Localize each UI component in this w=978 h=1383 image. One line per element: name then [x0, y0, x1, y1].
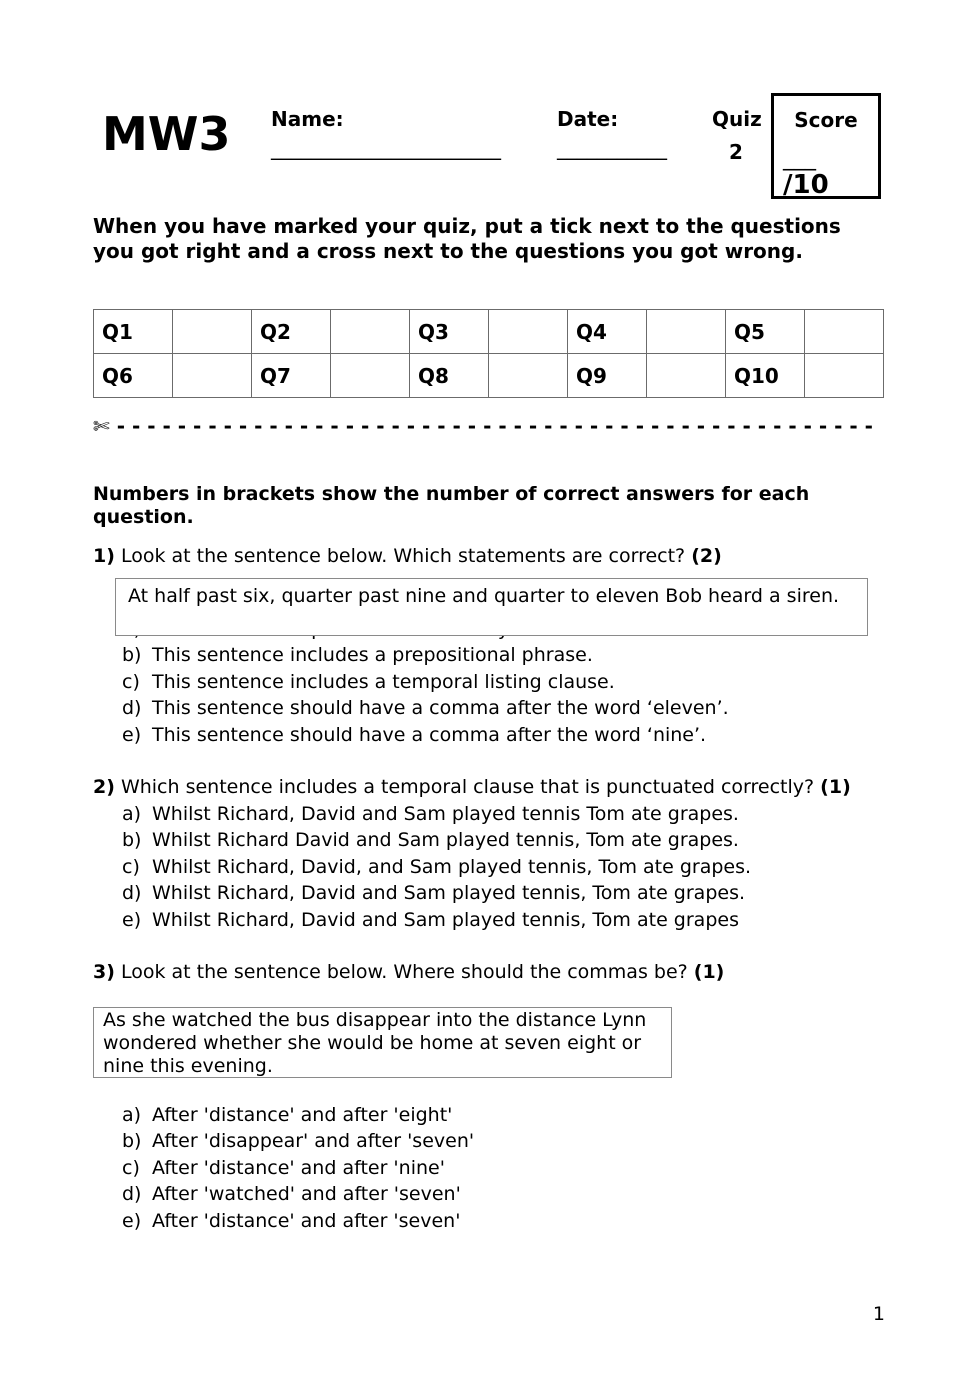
- question-marks: (1): [693, 961, 725, 983]
- option-text: This sentence should have a comma after the word ‘nine’.: [152, 723, 707, 746]
- grid-question-label: Q2: [252, 310, 331, 354]
- question-2: [93, 776, 851, 798]
- option[interactable]: [122, 854, 751, 880]
- tick-grid: [93, 309, 884, 398]
- score-box: [771, 93, 881, 199]
- grid-question-label: Q8: [410, 354, 489, 398]
- option[interactable]: [122, 695, 729, 721]
- score-total: /10: [783, 170, 829, 200]
- option[interactable]: [122, 669, 729, 695]
- option-letter: c): [122, 670, 140, 693]
- option[interactable]: [122, 1181, 474, 1207]
- name-label: Name:: [271, 107, 344, 131]
- question-3: [93, 961, 724, 983]
- question-text: Look at the sentence below. Which statements are correct?: [120, 545, 686, 567]
- question-text: Which sentence includes a temporal clause that is punctuated correctly?: [120, 776, 815, 798]
- option-letter: b): [122, 829, 142, 852]
- option-text: After 'distance' and after 'seven': [152, 1209, 461, 1232]
- instructions: When you have marked your quiz, put a tick next to the questions you got right and a cross next to the questions you got wrong.: [93, 214, 841, 263]
- question-3-sentence-box: As she watched the bus disappear into the distance Lynn wondered whether she would be home at seven eight or nine this evening.: [93, 1007, 672, 1078]
- grid-answer-cell[interactable]: [647, 310, 726, 354]
- option[interactable]: [122, 1102, 474, 1128]
- option[interactable]: [122, 827, 751, 853]
- option-letter: a): [122, 1104, 142, 1126]
- option-letter: e): [122, 908, 142, 931]
- question-number: 2): [93, 776, 115, 798]
- grid-answer-cell[interactable]: [489, 354, 568, 398]
- grid-question-label: Q3: [410, 310, 489, 354]
- option[interactable]: [122, 801, 751, 827]
- option-text: Whilst Richard, David and Sam played tennis, Tom ate grapes: [152, 908, 739, 931]
- page-number: 1: [872, 1303, 885, 1325]
- grid-question-label: Q10: [726, 354, 805, 398]
- question-3-options: [122, 1102, 474, 1234]
- score-label: Score: [794, 108, 858, 132]
- grid-answer-cell[interactable]: [331, 310, 410, 354]
- grid-question-label: Q7: [252, 354, 331, 398]
- question-number: 1): [93, 545, 115, 567]
- grid-answer-cell[interactable]: [805, 310, 884, 354]
- option-text: This sentence includes a temporal listing clause.: [152, 670, 615, 693]
- scissors-icon: ✄: [93, 414, 110, 438]
- option-letter: e): [122, 1209, 142, 1232]
- grid-answer-cell[interactable]: [489, 310, 568, 354]
- cut-line: [93, 414, 883, 438]
- option-letter: c): [122, 1156, 140, 1179]
- option-letter: c): [122, 855, 140, 878]
- grid-answer-cell[interactable]: [173, 310, 252, 354]
- grid-answer-cell[interactable]: [647, 354, 726, 398]
- option-text: After 'watched' and after 'seven': [152, 1183, 461, 1206]
- date-line: ___________: [557, 136, 667, 160]
- option[interactable]: [122, 880, 751, 906]
- option[interactable]: [122, 1155, 474, 1181]
- question-2-options: [122, 801, 751, 933]
- grid-row: [94, 310, 884, 354]
- score-blank: ___: [783, 146, 816, 171]
- option[interactable]: [122, 1208, 474, 1234]
- option-letter: e): [122, 723, 142, 746]
- grid-answer-cell[interactable]: [331, 354, 410, 398]
- question-1-sentence-box: At half past six, quarter past nine and quarter to eleven Bob heard a siren.: [115, 578, 868, 636]
- name-line: _______________________: [271, 136, 501, 160]
- dashed-line: - - - - - - - - - - - - - - - - - - - - - - - - - - - - - - - - - - - - - - - - - - - - - - - - - -: [116, 414, 873, 438]
- option-text: After 'disappear' and after 'seven': [152, 1130, 475, 1153]
- quiz-number: 2: [729, 140, 743, 164]
- option-text: After 'distance' and after 'eight': [152, 1104, 453, 1126]
- option-text: Whilst Richard, David and Sam played tennis, Tom ate grapes.: [152, 882, 746, 905]
- option-text: Whilst Richard, David and Sam played tennis Tom ate grapes.: [152, 803, 739, 825]
- option[interactable]: [122, 722, 729, 748]
- option-letter: b): [122, 1130, 142, 1153]
- question-1: [93, 545, 722, 567]
- question-marks: (2): [691, 545, 722, 567]
- date-label: Date:: [557, 107, 619, 131]
- option-letter: d): [122, 697, 142, 720]
- question-number: 3): [93, 961, 115, 983]
- option[interactable]: [122, 1128, 474, 1154]
- question-marks: (1): [820, 776, 851, 798]
- option-letter: b): [122, 644, 142, 667]
- grid-question-label: Q1: [94, 310, 173, 354]
- option-text: After 'distance' and after 'nine': [152, 1156, 445, 1179]
- quiz-label: Quiz: [712, 107, 762, 131]
- option-letter: a): [122, 803, 142, 825]
- grid-answer-cell[interactable]: [173, 354, 252, 398]
- grid-row: [94, 354, 884, 398]
- grid-question-label: Q6: [94, 354, 173, 398]
- option-letter: d): [122, 1183, 142, 1206]
- option[interactable]: [122, 642, 729, 668]
- option-text: Whilst Richard, David, and Sam played tennis, Tom ate grapes.: [152, 855, 752, 878]
- option-text: Whilst Richard David and Sam played tennis, Tom ate grapes.: [152, 829, 739, 852]
- question-text: Look at the sentence below. Where should the commas be?: [120, 961, 688, 983]
- brackets-note: Numbers in brackets show the number of correct answers for each question.: [93, 483, 810, 528]
- option-letter: d): [122, 882, 142, 905]
- option-text: This sentence includes a prepositional phrase.: [152, 644, 593, 667]
- grid-question-label: Q9: [568, 354, 647, 398]
- grid-question-label: Q4: [568, 310, 647, 354]
- quiz-code: MW3: [102, 107, 231, 161]
- grid-answer-cell[interactable]: [805, 354, 884, 398]
- grid-question-label: Q5: [726, 310, 805, 354]
- option[interactable]: [122, 907, 751, 933]
- option-text: This sentence should have a comma after the word ‘eleven’.: [152, 697, 729, 720]
